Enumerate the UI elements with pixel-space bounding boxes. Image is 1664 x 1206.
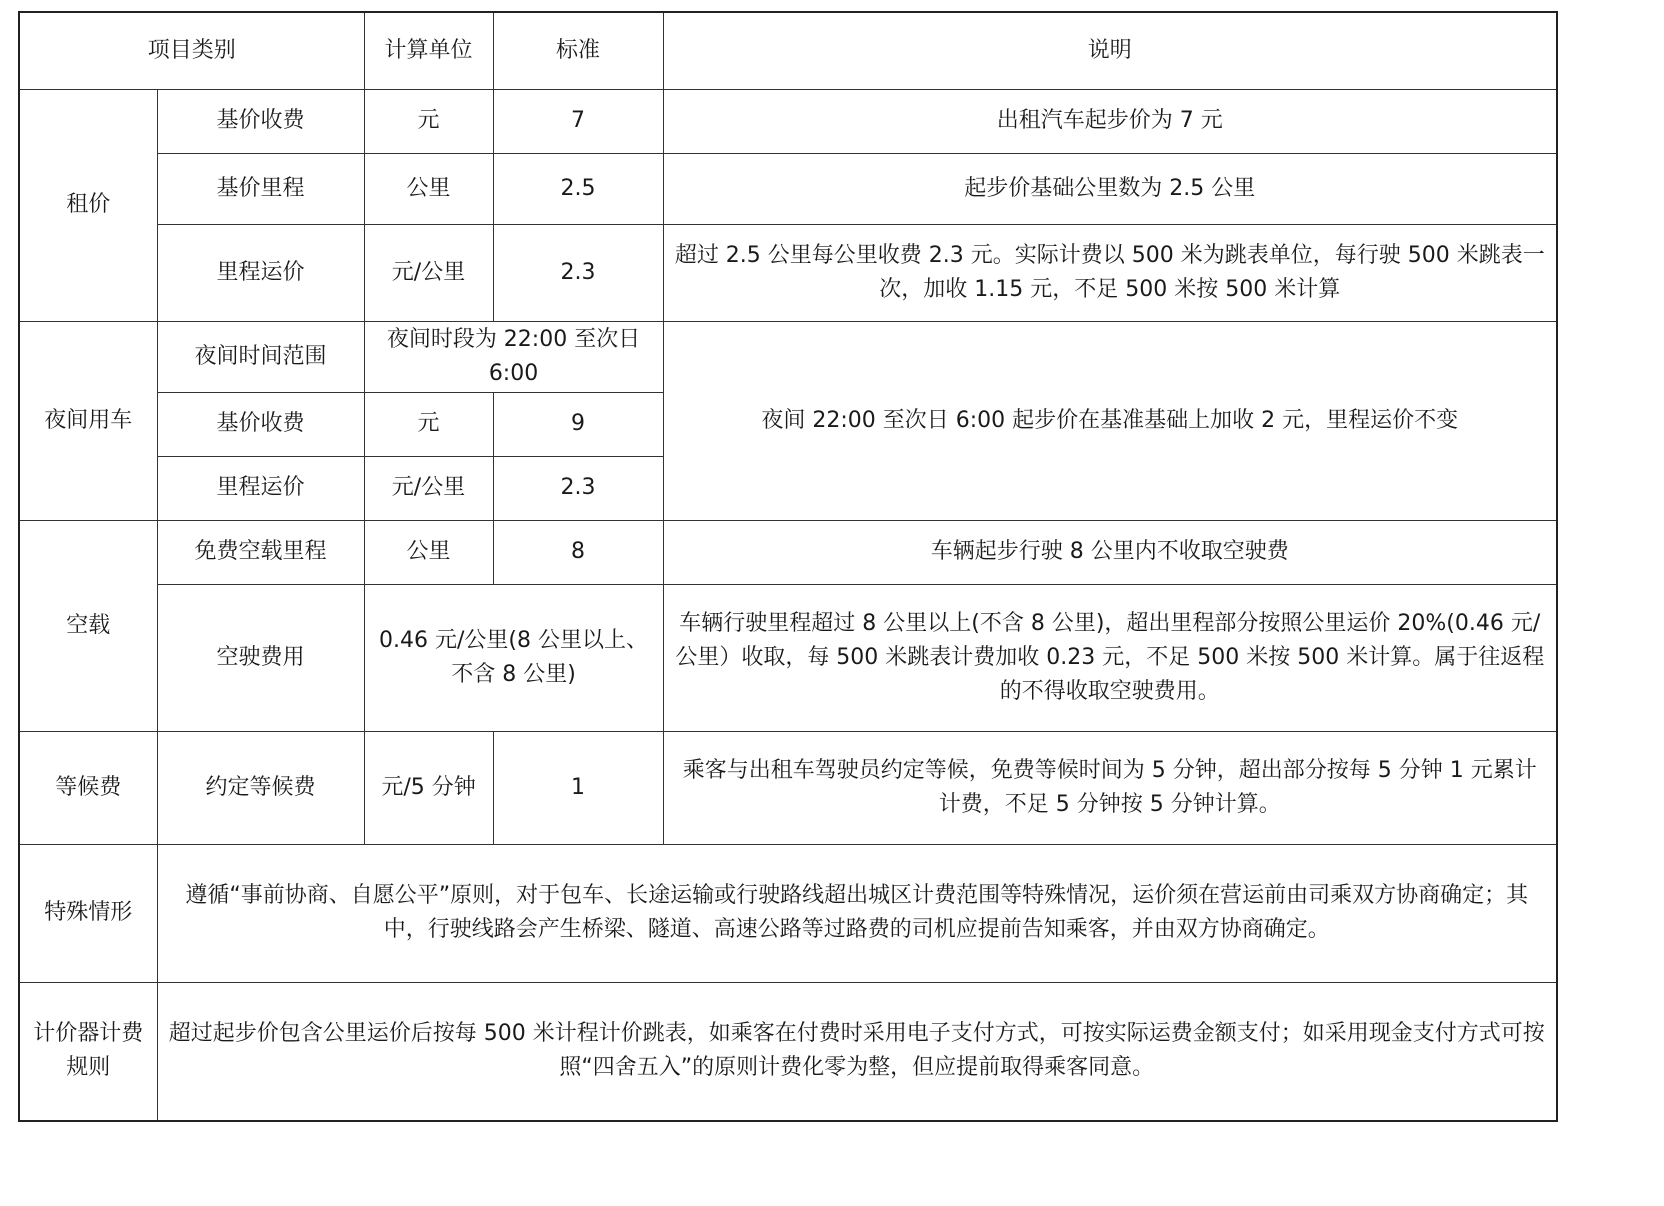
item-night-km-rate: 里程运价 xyxy=(157,456,364,520)
unit-cell: 元/5 分钟 xyxy=(364,731,493,844)
table-row xyxy=(19,89,1557,153)
unit-cell: 元 xyxy=(364,392,493,456)
note-cell: 车辆起步行驶 8 公里内不收取空驶费 xyxy=(663,520,1557,584)
header-note: 说明 xyxy=(663,12,1557,89)
standard-cell: 9 xyxy=(493,392,663,456)
fare-standard-table xyxy=(18,11,1558,1122)
standard-cell: 2.3 xyxy=(493,224,663,321)
empty-fee-value: 0.46 元/公里(8 公里以上、不含 8 公里) xyxy=(364,584,663,731)
note-cell: 乘客与出租车驾驶员约定等候，免费等候时间为 5 分钟，超出部分按每 5 分钟 1 元累计计费，不足 5 分钟按 5 分钟计算。 xyxy=(663,731,1557,844)
note-cell: 夜间 22:00 至次日 6:00 起步价在基准基础上加收 2 元，里程运价不变 xyxy=(663,321,1557,520)
table-row xyxy=(19,153,1557,224)
table-row xyxy=(19,321,1557,392)
group-special: 特殊情形 xyxy=(19,844,157,982)
item-free-km: 免费空载里程 xyxy=(157,520,364,584)
group-wait: 等候费 xyxy=(19,731,157,844)
table-row xyxy=(19,224,1557,321)
standard-cell: 8 xyxy=(493,520,663,584)
standard-cell: 1 xyxy=(493,731,663,844)
note-cell: 遵循“事前协商、自愿公平”原则，对于包车、长途运输或行驶路线超出城区计费范围等特殊情况，运价须在营运前由司乘双方协商确定；其中，行驶线路会产生桥梁、隧道、高速公路等过路费的司机应提前告知乘客，并由双方协商确定。 xyxy=(157,844,1557,982)
header-unit: 计算单位 xyxy=(364,12,493,89)
item-wait: 约定等候费 xyxy=(157,731,364,844)
item-km-rate: 里程运价 xyxy=(157,224,364,321)
item-empty-fee: 空驶费用 xyxy=(157,584,364,731)
note-cell: 超过起步价包含公里运价后按每 500 米计程计价跳表，如乘客在付费时采用电子支付方式，可按实际运费金额支付；如采用现金支付方式可按照“四舍五入”的原则计费化零为整，但应提前取得乘客同意。 xyxy=(157,982,1557,1121)
table-row xyxy=(19,520,1557,584)
unit-cell: 元/公里 xyxy=(364,456,493,520)
unit-cell: 元 xyxy=(364,89,493,153)
note-cell: 车辆行驶里程超过 8 公里以上(不含 8 公里)，超出里程部分按照公里运价 20%(0.46 元/公里）收取，每 500 米跳表计费加收 0.23 元，不足 500 米按 500 米计算。属于往返程的不得收取空驶费用。 xyxy=(663,584,1557,731)
note-cell: 超过 2.5 公里每公里收费 2.3 元。实际计费以 500 米为跳表单位，每行驶 500 米跳表一次，加收 1.15 元，不足 500 米按 500 米计算 xyxy=(663,224,1557,321)
header-standard: 标准 xyxy=(493,12,663,89)
group-empty: 空载 xyxy=(19,520,157,731)
standard-cell: 7 xyxy=(493,89,663,153)
item-night-range: 夜间时间范围 xyxy=(157,321,364,392)
note-cell: 起步价基础公里数为 2.5 公里 xyxy=(663,153,1557,224)
item-night-base-fee: 基价收费 xyxy=(157,392,364,456)
night-range-value: 夜间时段为 22:00 至次日 6:00 xyxy=(364,321,663,392)
standard-cell: 2.5 xyxy=(493,153,663,224)
group-meter: 计价器计费规则 xyxy=(19,982,157,1121)
table-row xyxy=(19,982,1557,1121)
group-rent: 租价 xyxy=(19,89,157,321)
table-row xyxy=(19,584,1557,731)
group-night: 夜间用车 xyxy=(19,321,157,520)
header-category: 项目类别 xyxy=(19,12,364,89)
item-base-km: 基价里程 xyxy=(157,153,364,224)
table-header-row xyxy=(19,12,1557,89)
unit-cell: 元/公里 xyxy=(364,224,493,321)
unit-cell: 公里 xyxy=(364,520,493,584)
unit-cell: 公里 xyxy=(364,153,493,224)
note-cell: 出租汽车起步价为 7 元 xyxy=(663,89,1557,153)
table-row xyxy=(19,731,1557,844)
item-base-fee: 基价收费 xyxy=(157,89,364,153)
table-row xyxy=(19,844,1557,982)
standard-cell: 2.3 xyxy=(493,456,663,520)
